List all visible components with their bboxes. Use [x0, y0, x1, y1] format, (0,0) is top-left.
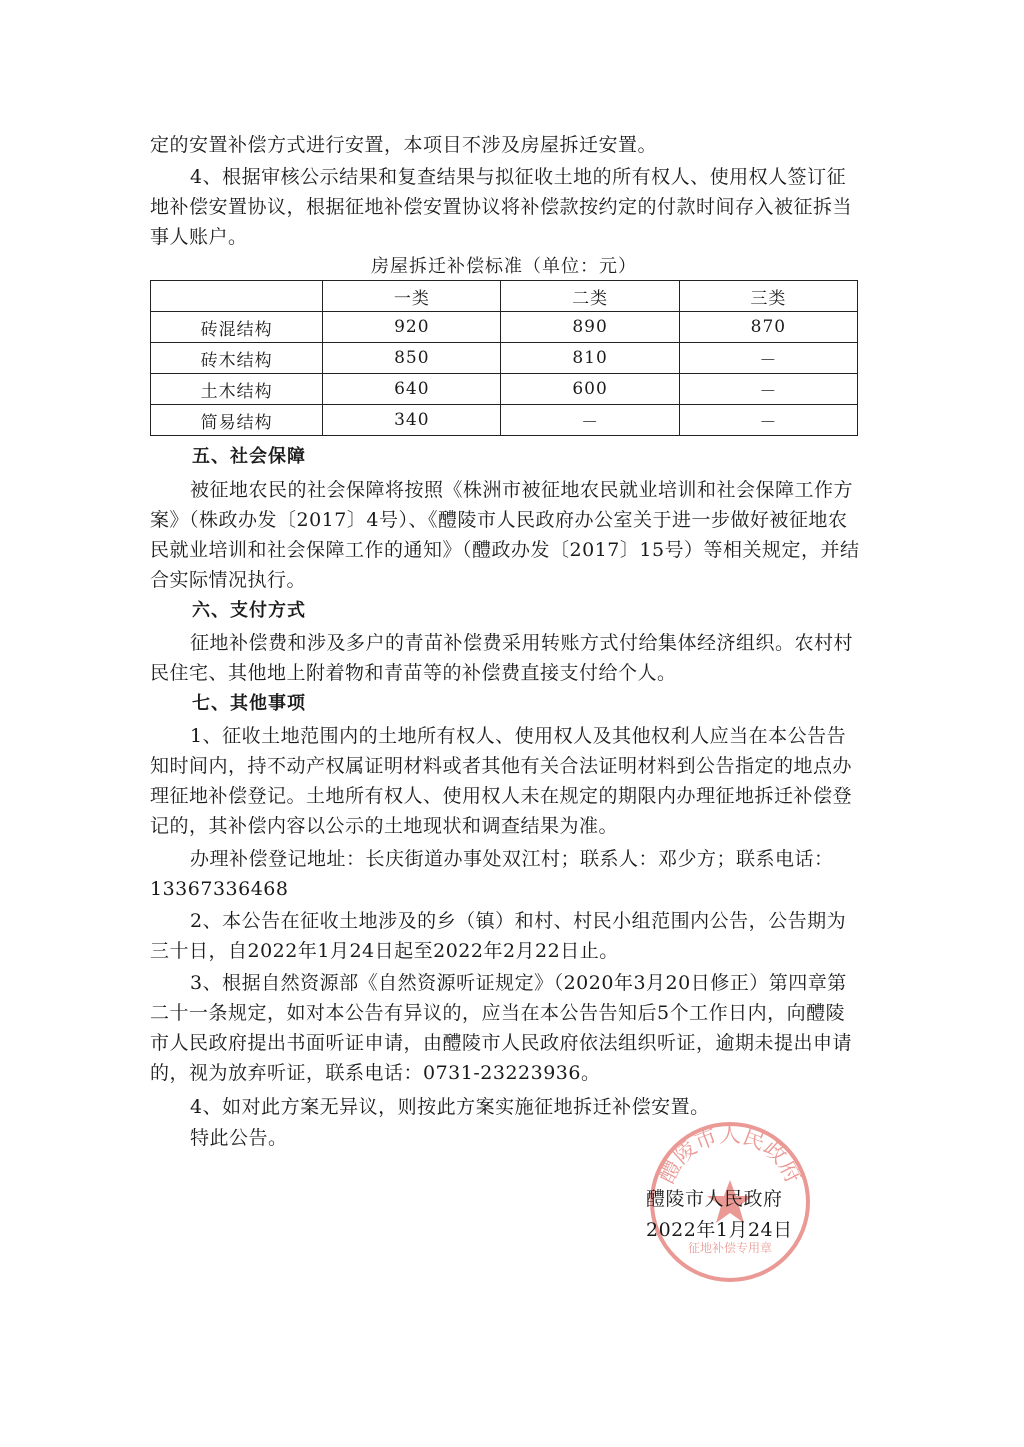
table-cell: 890	[501, 312, 679, 343]
table-cell: 砖混结构	[151, 312, 323, 343]
table-cell: 600	[501, 374, 679, 405]
table-cell: 850	[323, 343, 501, 374]
table-cell: 870	[679, 312, 857, 343]
table-cell: －	[679, 343, 857, 374]
table-row	[151, 374, 858, 405]
table-cell: 340	[323, 405, 501, 436]
table-cell: －	[679, 405, 857, 436]
signature-date: 2022年1月24日	[646, 1219, 793, 1241]
table-header-cell: 一类	[323, 281, 501, 312]
table-cell: 920	[323, 312, 501, 343]
table-cell: 简易结构	[151, 405, 323, 436]
table-cell: －	[679, 374, 857, 405]
closing-line: 特此公告。	[190, 1127, 288, 1149]
signature-org: 醴陵市人民政府	[646, 1188, 783, 1210]
section-7-heading: 七、其他事项	[192, 693, 306, 714]
table-row	[151, 343, 858, 374]
compensation-table	[150, 280, 858, 436]
section-5-body: 被征地农民的社会保障将按照《株洲市被征地农民就业培训和社会保障工作方案》（株政办发〔2017〕4号）、《醴陵市人民政府办公室关于进一步做好被征地农民就业培训和社会保障工作的通知》（醴政办发〔2017〕15号）等相关规定，并结合实际情况执行。	[150, 479, 860, 591]
table-header-row	[151, 281, 858, 312]
table-header-cell: 二类	[501, 281, 679, 312]
table-header-cell	[151, 281, 323, 312]
contact-info: 办理补偿登记地址：长庆街道办事处双江村；联系人：邓少方；联系电话：13367336468	[150, 848, 834, 900]
section-7-item-2: 2、本公告在征收土地涉及的乡（镇）和村、村民小组范围内公告，公告期为三十日，自2022年1月24日起至2022年2月22日止。	[150, 910, 847, 962]
table-cell: －	[501, 405, 679, 436]
seal-ring-text: 醴陵市人民政府	[654, 1123, 806, 1188]
table-cell: 砖木结构	[151, 343, 323, 374]
table-cell: 810	[501, 343, 679, 374]
section-7-item-4: 4、如对此方案无异议，则按此方案实施征地拆迁补偿安置。	[190, 1096, 710, 1118]
seal-bottom-text: 征地补偿专用章	[687, 1241, 773, 1255]
section-7-item-3: 3、根据自然资源部《自然资源听证规定》（2020年3月20日修正）第四章第二十一条规定，如对本公告有异议的，应当在本公告告知后5个工作日内，向醴陵市人民政府提出书面听证申请，由醴陵市人民政府依法组织听证，逾期未提出申请的，视为放弃听证，联系电话：0731-23223936。	[150, 972, 853, 1084]
table-row	[151, 312, 858, 343]
paragraph-item-4-agreement: 4、根据审核公示结果和复查结果与拟征收土地的所有权人、使用权人签订征地补偿安置协议，根据征地补偿安置协议将补偿款按约定的付款时间存入被征拆当事人账户。	[150, 166, 853, 248]
section-7-item-1: 1、征收土地范围内的土地所有权人、使用权人及其他权利人应当在本公告告知时间内，持不动产权属证明材料或者其他有关合法证明材料到公告指定的地点办理征地补偿登记。土地所有权人、使用权人未在规定的期限内办理征地拆迁补偿登记的，其补偿内容以公示的土地现状和调查结果为准。	[150, 725, 853, 837]
table-row	[151, 405, 858, 436]
section-5-heading: 五、社会保障	[192, 446, 306, 467]
paragraph-resettlement: 定的安置补偿方式进行安置，本项目不涉及房屋拆迁安置。	[150, 134, 658, 156]
section-6-heading: 六、支付方式	[192, 600, 306, 621]
section-6-body: 征地补偿费和涉及多户的青苗补偿费采用转账方式付给集体经济组织。农村村民住宅、其他地上附着物和青苗等的补偿费直接支付给个人。	[150, 632, 854, 684]
table-header-cell: 三类	[679, 281, 857, 312]
table-cell: 640	[323, 374, 501, 405]
table-cell: 土木结构	[151, 374, 323, 405]
table-caption: 房屋拆迁补偿标准（单位：元）	[371, 256, 637, 277]
